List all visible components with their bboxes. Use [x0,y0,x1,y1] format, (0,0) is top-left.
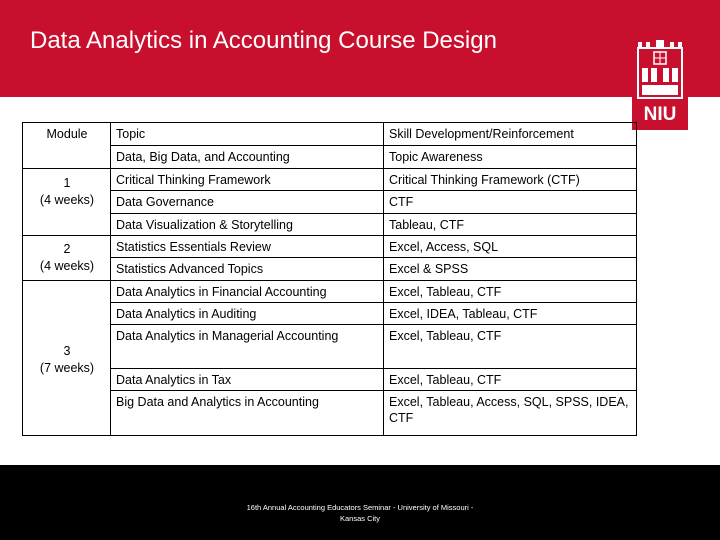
skills-7: Excel, Tableau, CTF [389,285,502,299]
topic-7: Data Analytics in Financial Accounting [116,285,327,299]
row-divider [110,390,637,391]
row-divider [110,257,637,258]
row-divider [22,168,637,169]
niu-logo-text: NIU [643,104,677,125]
topic-10: Data Analytics in Tax [116,373,232,387]
skills-10: Excel, Tableau, CTF [389,373,502,387]
row-divider [110,302,637,303]
row-divider [110,368,637,369]
skills-8: Excel, IDEA, Tableau, CTF [389,307,538,321]
row-divider [22,280,637,281]
row-divider [110,213,637,214]
topic-6: Statistics Advanced Topics [116,262,264,276]
topic-5: Statistics Essentials Review [116,240,271,254]
table-border-bottom [22,435,637,436]
topic-8: Data Analytics in Auditing [116,307,257,321]
header-skills: Skill Development/Reinforcement [389,127,574,141]
row-divider [22,235,637,236]
topic-3: Data Governance [116,195,214,209]
topic-2: Critical Thinking Framework [116,173,271,187]
module-1-number: 1 [63,176,71,190]
skills-11: Excel, Tableau, Access, SQL, SPSS, IDEA, CTF [389,395,629,425]
skills-2: Critical Thinking Framework (CTF) [389,173,580,187]
column-divider [110,122,111,436]
table-border-top [22,122,637,123]
footer-text: 16th Annual Accounting Educators Seminar - University of Missouri - Kansas City [246,503,474,523]
row-divider [110,190,637,191]
module-2-number: 2 [63,242,71,256]
header-topic: Topic [116,127,146,141]
topic-1: Data, Big Data, and Accounting [116,150,290,164]
table-border-left [22,122,23,436]
header-module: Module [46,127,88,141]
slide-title: Data Analytics in Accounting Course Design [30,27,497,54]
row-divider [110,324,637,325]
skills-4: Tableau, CTF [389,218,465,232]
module-3 [23,343,111,377]
skills-3: CTF [389,195,414,209]
module-2 [23,241,111,275]
module-2-duration: (4 weeks) [39,259,95,273]
skills-9: Excel, Tableau, CTF [389,329,502,343]
skills-5: Excel, Access, SQL [389,240,499,254]
topic-4: Data Visualization & Storytelling [116,218,293,232]
topic-11: Big Data and Analytics in Accounting [116,395,319,409]
column-divider [383,122,384,436]
module-1 [23,175,111,209]
skills-6: Excel & SPSS [389,262,469,276]
topic-9: Data Analytics in Managerial Accounting [116,329,339,343]
module-3-number: 3 [63,344,71,358]
row-divider [110,145,637,146]
module-1-duration: (4 weeks) [39,193,95,207]
skills-1: Topic Awareness [389,150,483,164]
module-3-duration: (7 weeks) [39,361,95,375]
table-border-right [636,122,637,436]
